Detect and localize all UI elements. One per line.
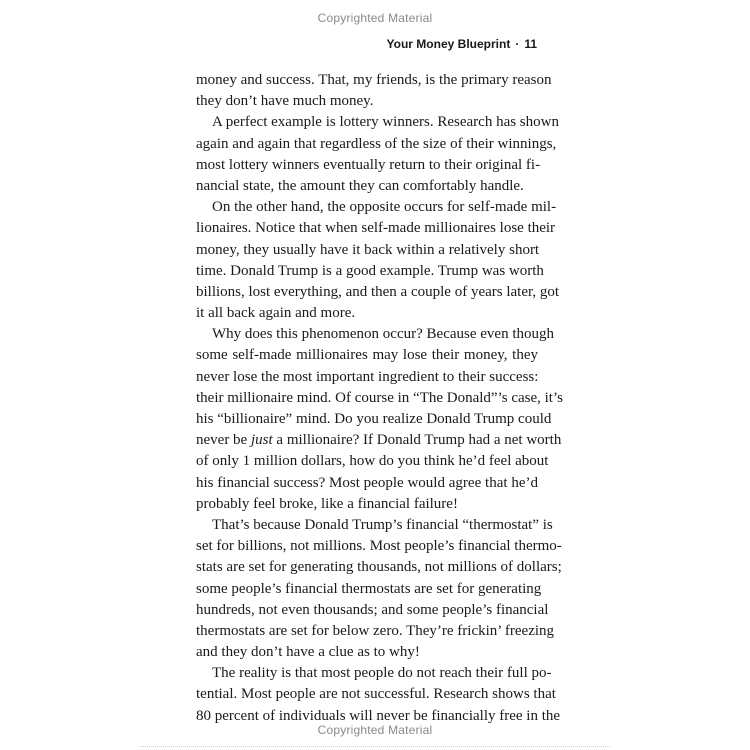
text-line: never lose the most important ingredient to their success: bbox=[196, 368, 539, 385]
text-line: time. Donald Trump is a good example. Trump was worth bbox=[196, 262, 544, 279]
text-line: lionaires. Notice that when self-made millionaires lose their bbox=[196, 220, 556, 237]
body-text bbox=[196, 70, 563, 727]
text-line: tential. Most people are not successful. Research shows that bbox=[196, 686, 556, 703]
text-line: stats are set for generating thousands, not millions of dollars; bbox=[196, 559, 562, 576]
text-line: and they don’t have a clue as to why! bbox=[196, 644, 420, 661]
emphasis-word: just bbox=[250, 432, 273, 449]
text-line: some self-made millionaires may lose their money, they bbox=[196, 347, 538, 364]
text-line: money, they usually have it back within a relatively short bbox=[196, 241, 540, 258]
copyright-watermark-bottom: Copyrighted Material bbox=[317, 723, 433, 737]
text-line: it all back again and more. bbox=[196, 305, 356, 322]
text-line: never be just a millionaire? If Donald Trump had a net worth bbox=[196, 432, 562, 449]
page-number: 11 bbox=[524, 37, 537, 51]
text-line: On the other hand, the opposite occurs for self-made mil- bbox=[212, 199, 557, 216]
text-line: Why does this phenomenon occur? Because even though bbox=[212, 326, 554, 343]
text-line: hundreds, not even thousands; and some people’s financial bbox=[196, 601, 549, 618]
text-line: they don’t have much money. bbox=[196, 93, 374, 110]
text-line: money and success. That, my friends, is the primary reason bbox=[196, 72, 552, 88]
running-head-title: Your Money Blueprint bbox=[386, 37, 511, 51]
text-line: his “billionaire” mind. Do you realize Donald Trump could bbox=[196, 411, 552, 427]
text-line: set for billions, not millions. Most people’s financial thermo- bbox=[196, 538, 562, 555]
copyright-watermark-top: Copyrighted Material bbox=[317, 11, 433, 25]
text-line: some people’s financial thermostats are set for generating bbox=[196, 580, 542, 597]
text-line: of only 1 million dollars, how do you think he’d feel about bbox=[196, 453, 549, 470]
running-head bbox=[387, 37, 537, 51]
text-line: nancial state, the amount they can comfortably handle. bbox=[196, 177, 524, 194]
text-line: probably feel broke, like a financial failure! bbox=[196, 495, 458, 512]
text-line: A perfect example is lottery winners. Research has shown bbox=[212, 114, 559, 131]
text-line: again and again that regardless of the size of their winnings, bbox=[196, 135, 557, 152]
text-line: billions, lost everything, and then a couple of years later, got bbox=[196, 283, 560, 300]
text-line: his financial success? Most people would agree that he’d bbox=[196, 474, 538, 491]
text-line: thermostats are set for below zero. They’re frickin’ freezing bbox=[196, 622, 555, 639]
text-line: That’s because Donald Trump’s financial “thermostat” is bbox=[212, 516, 553, 533]
text-line: most lottery winners eventually return to their original fi- bbox=[196, 156, 541, 173]
text-line: The reality is that most people do not reach their full po- bbox=[212, 665, 552, 682]
text-line: 80 percent of individuals will never be financially free in the bbox=[196, 707, 561, 724]
running-head-separator: · bbox=[515, 37, 520, 51]
text-line: their millionaire mind. Of course in “The Donald”’s case, it’s bbox=[196, 389, 563, 406]
page-bottom-divider bbox=[140, 746, 610, 747]
